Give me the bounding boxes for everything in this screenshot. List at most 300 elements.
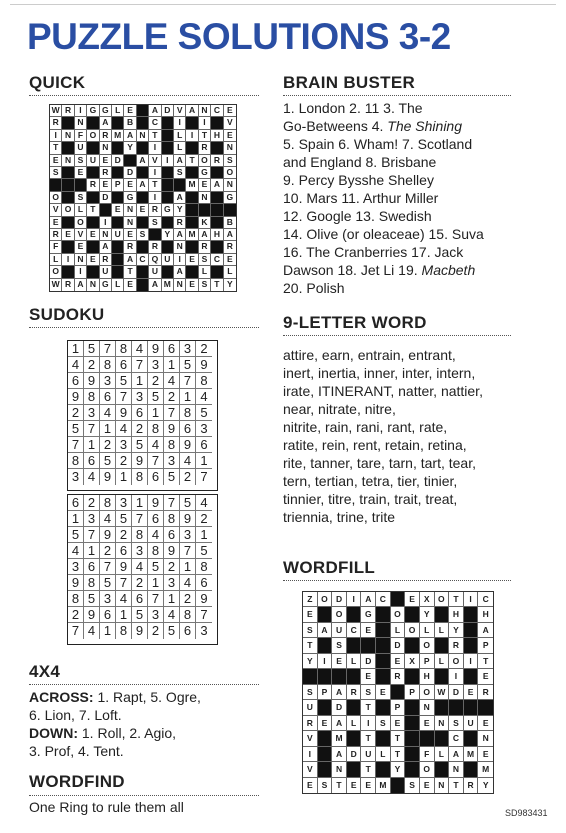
brain-line: 14. Olive (or oleaceae) 15. Suva [283, 226, 484, 242]
quick-black-cell [186, 192, 198, 204]
sudoku-cell: 9 [196, 357, 212, 373]
wordfill-cell: E [391, 654, 406, 669]
wordfill-black-cell [435, 669, 450, 684]
quick-cell: H [211, 130, 223, 142]
quick-cell: R [199, 142, 211, 154]
quick-cell: E [186, 254, 198, 266]
sudoku-cell: 2 [180, 469, 196, 485]
sudoku-cell: 6 [196, 437, 212, 453]
brain-line: 20. Polish [283, 280, 345, 296]
sudoku-cell: 8 [68, 453, 84, 469]
sudoku-cell: 1 [84, 543, 100, 559]
wordfill-black-cell [318, 700, 333, 715]
sudoku-divider [29, 327, 259, 328]
sudoku-cell: 1 [116, 469, 132, 485]
quick-cell: E [75, 167, 87, 179]
wordfill-cell: P [405, 685, 420, 700]
sudoku-cell: 3 [84, 405, 100, 421]
quick-cell: T [50, 142, 62, 154]
quick-black-cell [211, 142, 223, 154]
sudoku-cell: 6 [180, 421, 196, 437]
sudoku-cell: 4 [180, 453, 196, 469]
quick-cell: L [50, 254, 62, 266]
sudoku-cell: 8 [196, 373, 212, 389]
wordfill-cell: P [478, 638, 493, 653]
quick-cell: O [50, 192, 62, 204]
quick-black-cell [62, 217, 74, 229]
wordfill-cell: N [435, 716, 450, 731]
quick-cell: R [149, 204, 161, 216]
sudoku-cell: 1 [68, 511, 84, 527]
sudoku-cell: 4 [84, 469, 100, 485]
sudoku-cell: 2 [196, 511, 212, 527]
quick-cell: S [149, 217, 161, 229]
quick-cell: Q [149, 254, 161, 266]
sudoku-cell: 7 [116, 575, 132, 591]
brain-line: 5. Spain 6. Wham! 7. Scotland [283, 136, 473, 152]
sudoku-cell: 1 [132, 373, 148, 389]
quick-cell: O [62, 204, 74, 216]
wordfill-cell: C [478, 592, 493, 607]
quick-black-cell [62, 167, 74, 179]
sudoku-cell: 6 [84, 453, 100, 469]
down-label: DOWN: [29, 725, 78, 741]
quick-divider [29, 95, 259, 96]
wordfill-black-cell [347, 762, 362, 777]
wordfill-black-cell [347, 669, 362, 684]
sudoku-cell: 8 [164, 437, 180, 453]
wordfill-heading: WORDFILL [283, 558, 376, 577]
quick-cell: I [149, 167, 161, 179]
brain-buster-divider [283, 95, 511, 96]
sudoku-cell: 8 [132, 527, 148, 543]
wordfill-cell: M [478, 762, 493, 777]
sudoku-cell: 9 [180, 511, 196, 527]
quick-black-cell [162, 130, 174, 142]
quick-cell: E [124, 179, 136, 191]
wordfill-black-cell [405, 731, 420, 746]
quick-cell: R [211, 155, 223, 167]
quick-cell: V [75, 229, 87, 241]
quick-cell: N [174, 279, 186, 291]
quick-cell: E [124, 279, 136, 291]
sudoku-cell: 2 [100, 543, 116, 559]
sudoku-cell: 4 [196, 389, 212, 405]
quick-cell: D [124, 167, 136, 179]
quick-black-cell [62, 241, 74, 253]
wordfill-black-cell [376, 762, 391, 777]
quick-cell: U [162, 254, 174, 266]
sudoku-cell: 3 [84, 511, 100, 527]
sudoku-cell: 4 [68, 357, 84, 373]
quick-cell: E [224, 105, 236, 117]
quick-cell: T [211, 279, 223, 291]
wordfill-cell: Y [420, 607, 435, 622]
sudoku-cell: 7 [116, 389, 132, 405]
quick-cell: N [124, 204, 136, 216]
quick-cell: R [50, 117, 62, 129]
wordfill-black-cell [376, 731, 391, 746]
quick-cell: R [100, 254, 112, 266]
wordfill-cell: E [420, 716, 435, 731]
sudoku-cell: 3 [196, 421, 212, 437]
wordfill-cell: L [376, 747, 391, 762]
sudoku-cell: 8 [116, 341, 132, 357]
sudoku-cell: 1 [68, 341, 84, 357]
sudoku-cell: 6 [116, 357, 132, 373]
quick-cell: I [75, 105, 87, 117]
brain-buster-answers [283, 99, 523, 297]
wordfill-black-cell [435, 607, 450, 622]
sudoku-cell: 5 [116, 373, 132, 389]
wordfill-cell: H [478, 607, 493, 622]
sudoku-cell: 7 [196, 607, 212, 623]
sudoku-cell: 5 [196, 543, 212, 559]
wordfill-black-cell [318, 638, 333, 653]
sudoku-cell: 9 [84, 373, 100, 389]
wordfill-cell: U [464, 716, 479, 731]
wordfill-cell: E [361, 623, 376, 638]
wordfill-cell: T [478, 654, 493, 669]
quick-cell: E [199, 179, 211, 191]
quick-crossword-grid [49, 104, 237, 292]
wordfill-cell: E [303, 607, 318, 622]
sudoku-cell: 8 [148, 543, 164, 559]
wordfill-black-cell [318, 669, 333, 684]
wordfill-black-cell [376, 654, 391, 669]
sudoku-cell: 8 [148, 421, 164, 437]
wordfill-cell: U [361, 747, 376, 762]
sudoku-cell: 8 [68, 591, 84, 607]
wordfill-divider [283, 580, 511, 581]
sudoku-cell: 8 [116, 623, 132, 639]
wordfill-cell: H [449, 607, 464, 622]
quick-cell: I [149, 192, 161, 204]
sudoku-cell: 4 [116, 591, 132, 607]
quick-cell: R [174, 217, 186, 229]
sudoku-cell: 4 [148, 437, 164, 453]
quick-cell: I [162, 155, 174, 167]
wordfill-black-cell [318, 762, 333, 777]
wordfill-cell: E [376, 685, 391, 700]
sudoku-cell: 1 [132, 495, 148, 511]
brain-line-italic: The Shining [387, 118, 462, 134]
sudoku-cell: 2 [100, 437, 116, 453]
quick-cell: L [75, 204, 87, 216]
quick-cell: A [174, 266, 186, 278]
brain-buster-heading: BRAIN BUSTER [283, 73, 416, 92]
wordfill-grid [302, 591, 494, 794]
nine-letter-line: tinnier, titre, train, trait, treat, [283, 491, 458, 507]
wordfill-cell: R [449, 638, 464, 653]
quick-cell: R [50, 229, 62, 241]
wordfill-cell: A [332, 685, 347, 700]
sudoku-cell: 5 [68, 421, 84, 437]
quick-cell: F [75, 130, 87, 142]
quick-cell: E [62, 229, 74, 241]
sudoku-cell: 9 [132, 623, 148, 639]
sudoku-cell: 5 [84, 591, 100, 607]
quick-cell: N [100, 229, 112, 241]
quick-black-cell [112, 167, 124, 179]
quick-black-cell [211, 266, 223, 278]
sudoku-grid-1 [67, 340, 218, 491]
wordfill-cell: N [478, 731, 493, 746]
nine-letter-heading: 9-LETTER WORD [283, 313, 427, 332]
wordfill-cell: C [347, 623, 362, 638]
wordfill-cell: T [449, 592, 464, 607]
sudoku-cell: 4 [196, 495, 212, 511]
quick-cell: L [199, 266, 211, 278]
sudoku-cell: 9 [164, 543, 180, 559]
sudoku-cell: 7 [148, 591, 164, 607]
quick-cell: R [62, 105, 74, 117]
sudoku-cell: 1 [180, 559, 196, 575]
wordfill-black-cell [405, 747, 420, 762]
brain-line: 1. London 2. 11 3. The [283, 100, 423, 116]
wordfill-cell: L [420, 623, 435, 638]
quick-cell: T [149, 179, 161, 191]
sudoku-cell: 2 [116, 527, 132, 543]
wordfill-cell: E [361, 669, 376, 684]
wordfill-cell: S [332, 638, 347, 653]
nine-letter-line: rite, tanner, tare, tarn, tart, tear, [283, 455, 476, 471]
brain-line: 10. Mars 11. Arthur Miller [283, 190, 439, 206]
wordfill-black-cell [391, 592, 406, 607]
brain-line-italic: Macbeth [421, 262, 476, 278]
quick-black-cell [162, 241, 174, 253]
wordfill-cell: E [347, 778, 362, 793]
quick-cell: A [149, 279, 161, 291]
quick-cell: A [100, 241, 112, 253]
sudoku-cell: 5 [132, 437, 148, 453]
sudoku-cell: 2 [164, 389, 180, 405]
nine-letter-divider [283, 335, 511, 336]
quick-cell: S [174, 167, 186, 179]
quick-black-cell [112, 241, 124, 253]
wordfill-black-cell [376, 669, 391, 684]
wordfill-cell: U [303, 700, 318, 715]
sudoku-cell: 6 [68, 495, 84, 511]
quick-cell: K [199, 217, 211, 229]
quick-black-cell [186, 266, 198, 278]
sudoku-cell: 9 [68, 575, 84, 591]
quick-cell: E [124, 229, 136, 241]
sudoku-cell: 3 [116, 495, 132, 511]
quick-black-cell [211, 217, 223, 229]
wordfill-cell: C [376, 592, 391, 607]
wordfill-cell: S [318, 778, 333, 793]
wordfill-cell: T [303, 638, 318, 653]
quick-cell: E [224, 130, 236, 142]
quick-cell: E [112, 204, 124, 216]
sudoku-cell: 6 [100, 607, 116, 623]
wordfill-black-cell [318, 747, 333, 762]
quick-black-cell [162, 179, 174, 191]
sudoku-cell: 2 [148, 623, 164, 639]
wordfill-black-cell [391, 778, 406, 793]
wordfill-cell: L [435, 623, 450, 638]
quick-cell: T [186, 155, 198, 167]
quick-black-cell [62, 117, 74, 129]
quick-black-cell [186, 241, 198, 253]
sudoku-cell: 7 [164, 405, 180, 421]
quick-cell: A [224, 229, 236, 241]
wordfill-cell: N [435, 778, 450, 793]
sudoku-cell: 6 [148, 511, 164, 527]
wordfill-cell: T [361, 700, 376, 715]
wordfill-cell: O [420, 762, 435, 777]
wordfill-black-cell [332, 669, 347, 684]
wordfill-cell: D [332, 592, 347, 607]
nine-letter-line: nitrite, rain, rani, rant, rate, [283, 419, 448, 435]
sudoku-cell: 4 [116, 421, 132, 437]
quick-cell: O [75, 217, 87, 229]
quick-black-cell [112, 266, 124, 278]
sudoku-cell: 1 [84, 437, 100, 453]
wordfill-cell: Y [303, 654, 318, 669]
wordfill-cell: S [303, 623, 318, 638]
wordfill-cell: L [435, 654, 450, 669]
wordfill-cell: E [478, 747, 493, 762]
wordfill-cell: S [361, 685, 376, 700]
sudoku-cell: 2 [164, 559, 180, 575]
wordfill-black-cell [464, 731, 479, 746]
quick-cell: E [50, 155, 62, 167]
wordfill-cell: I [303, 747, 318, 762]
quick-cell: L [174, 142, 186, 154]
across-answers: 1. Rapt, 5. Ogre, [93, 689, 201, 705]
wordfill-cell: T [391, 747, 406, 762]
wordfill-black-cell [435, 700, 450, 715]
quick-cell: A [137, 155, 149, 167]
sudoku-cell: 2 [132, 421, 148, 437]
quick-cell: N [124, 217, 136, 229]
quick-cell: A [174, 229, 186, 241]
wordfill-cell: V [303, 762, 318, 777]
quick-cell: A [75, 279, 87, 291]
sudoku-cell: 5 [132, 607, 148, 623]
quick-cell: U [87, 155, 99, 167]
quick-cell: N [199, 105, 211, 117]
sudoku-cell: 7 [68, 623, 84, 639]
quick-cell: Y [174, 204, 186, 216]
sudoku-cell: 6 [84, 559, 100, 575]
sudoku-cell: 3 [116, 437, 132, 453]
wordfill-black-cell [405, 762, 420, 777]
sudoku-cell: 7 [180, 543, 196, 559]
wordfill-cell: D [347, 747, 362, 762]
quick-cell: E [100, 155, 112, 167]
quick-cell: S [75, 192, 87, 204]
wordfill-black-cell [318, 607, 333, 622]
sudoku-cell: 6 [164, 527, 180, 543]
sudoku-cell: 4 [68, 543, 84, 559]
sudoku-cell: 4 [100, 405, 116, 421]
sudoku-cell: 2 [132, 575, 148, 591]
quick-cell: Y [124, 142, 136, 154]
sudoku-cell: 4 [132, 559, 148, 575]
wordfill-cell: L [347, 716, 362, 731]
wordfill-cell: A [449, 747, 464, 762]
wordfill-black-cell [420, 731, 435, 746]
wordfill-black-cell [435, 638, 450, 653]
wordfill-cell: E [391, 716, 406, 731]
wordfill-cell: A [318, 623, 333, 638]
wordfill-black-cell [391, 685, 406, 700]
sudoku-cell: 8 [100, 495, 116, 511]
quick-cell: L [174, 130, 186, 142]
wordfill-black-cell [405, 607, 420, 622]
wordfill-black-cell [361, 638, 376, 653]
quick-cell: E [50, 217, 62, 229]
wordfill-cell: E [318, 716, 333, 731]
quick-cell: G [224, 192, 236, 204]
sudoku-cell: 3 [132, 389, 148, 405]
quick-cell: E [137, 204, 149, 216]
quick-black-cell [100, 204, 112, 216]
wordfill-cell: L [347, 654, 362, 669]
sudoku-cell: 9 [196, 591, 212, 607]
quick-cell: E [87, 229, 99, 241]
quick-black-cell [137, 266, 149, 278]
sudoku-cell: 7 [200, 469, 208, 484]
quick-cell: R [149, 241, 161, 253]
sudoku-cell: 5 [180, 357, 196, 373]
wordfill-cell: A [332, 716, 347, 731]
nine-letter-line: inert, inertia, inner, inter, intern, [283, 365, 476, 381]
wordfill-cell: O [318, 592, 333, 607]
quick-black-cell [62, 266, 74, 278]
quick-black-cell [211, 204, 223, 216]
wordfill-cell: S [303, 685, 318, 700]
quick-cell: E [124, 105, 136, 117]
wordfill-black-cell [435, 731, 450, 746]
quick-cell: T [149, 130, 161, 142]
sudoku-cell: 8 [100, 357, 116, 373]
wordfill-cell: F [420, 747, 435, 762]
wordfill-black-cell [376, 607, 391, 622]
nine-letter-line: near, nitrate, nitre, [283, 401, 396, 417]
quick-black-cell [211, 167, 223, 179]
sudoku-cell: 8 [132, 469, 148, 485]
sudoku-cell: 4 [132, 341, 148, 357]
sudoku-cell: 9 [100, 469, 116, 485]
quick-cell: N [100, 142, 112, 154]
sudoku-cell: 3 [180, 341, 196, 357]
quick-cell: U [75, 142, 87, 154]
quick-black-cell [137, 192, 149, 204]
quick-black-cell [124, 155, 136, 167]
sudoku-cell: 1 [116, 607, 132, 623]
quick-cell: B [124, 117, 136, 129]
wordfill-cell: O [420, 638, 435, 653]
quick-cell: T [124, 266, 136, 278]
wordfill-cell: H [420, 669, 435, 684]
wordfill-black-cell [347, 731, 362, 746]
wordfind-divider [29, 795, 259, 796]
wordfill-black-cell [376, 700, 391, 715]
sudoku-cell: 6 [132, 591, 148, 607]
wordfill-cell: S [376, 716, 391, 731]
sudoku-cell: 2 [84, 357, 100, 373]
brain-line: 16. The Cranberries 17. Jack [283, 244, 464, 260]
wordfill-cell: Y [391, 762, 406, 777]
page-title: PUZZLE SOLUTIONS 3-2 [27, 16, 451, 57]
wordfill-cell: U [332, 623, 347, 638]
sudoku-cell: 8 [196, 559, 212, 575]
quick-cell: W [50, 279, 62, 291]
